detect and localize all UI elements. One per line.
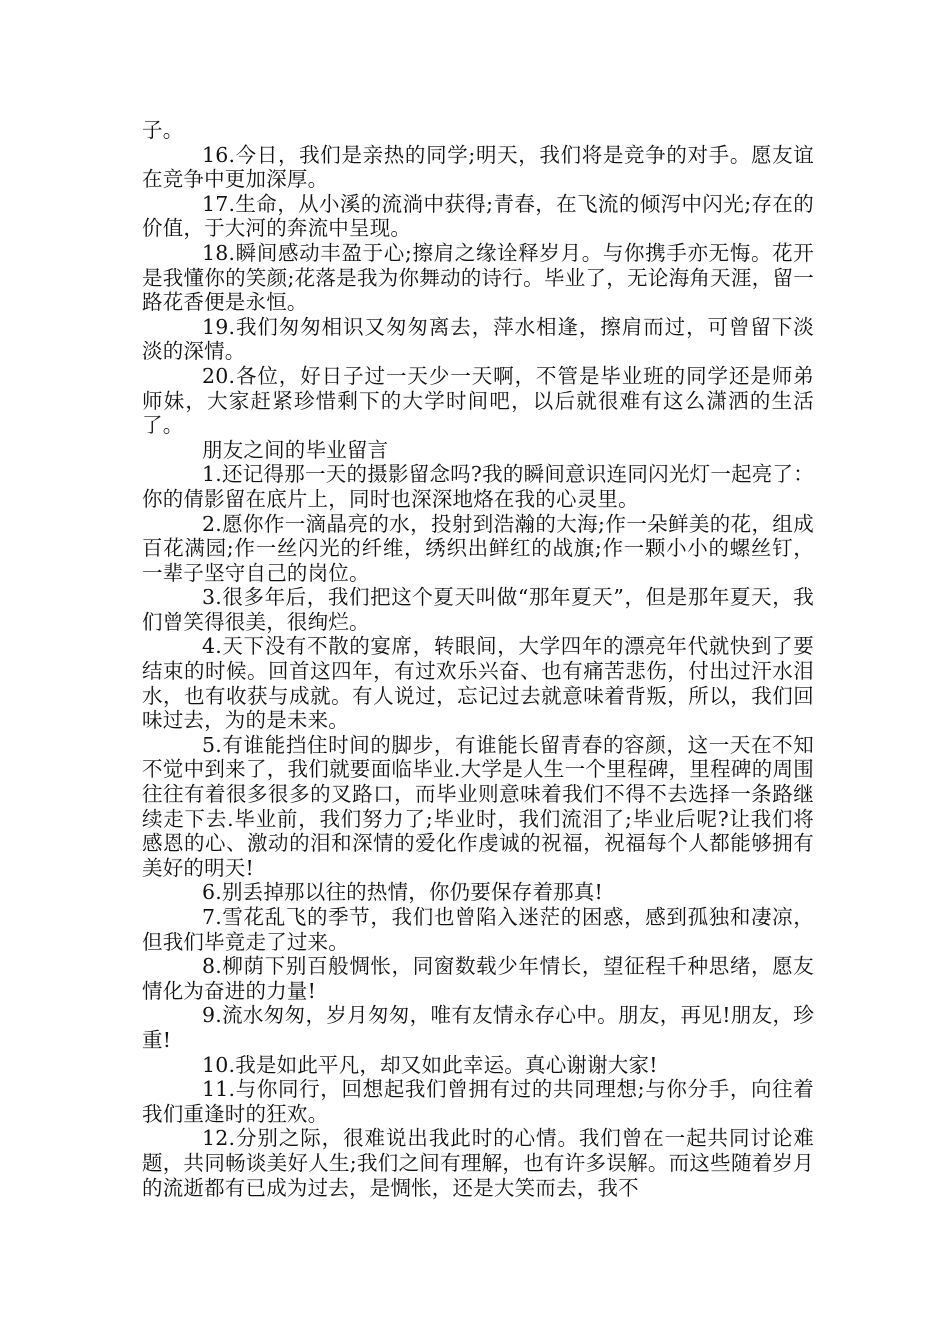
paragraph-item-9: 9.流水匆匆，岁月匆匆，唯有友情永存心中。朋友，再见!朋友，珍重! — [142, 1003, 814, 1052]
paragraph-item-2: 2.愿你作一滴晶亮的水，投射到浩瀚的大海;作一朵鲜美的花，组成百花满园;作一丝闪光的纤维，绣织出鲜红的战旗;作一颗小小的螺丝钉，一辈子坚守自己的岗位。 — [142, 511, 814, 585]
paragraph-item-19: 19.我们匆匆相识又匆匆离去，萍水相逢，擦肩而过，可曾留下淡淡的深情。 — [142, 314, 814, 364]
paragraph-item-17: 17.生命，从小溪的流淌中获得;青春，在飞流的倾泻中闪光;存在的价值，于大河的奔流中呈现。 — [142, 191, 814, 241]
paragraph-item-4: 4.天下没有不散的宴席，转眼间，大学四年的漂亮年代就快到了要结束的时候。回首这四年，有过欢乐兴奋、也有痛苦悲伤，付出过汗水泪水，也有收获与成就。有人说过，忘记过去就意味着背叛，所以，我们回味过去，为的是未来。 — [142, 634, 814, 733]
paragraph-item-3: 3.很多年后，我们把这个夏天叫做“那年夏天”，但是那年夏天，我们曾笑得很美，很绚烂。 — [142, 585, 814, 634]
paragraph-item-10: 10.我是如此平凡，却又如此幸运。真心谢谢大家! — [202, 1052, 658, 1077]
document-page — [142, 118, 814, 1200]
paragraph-item-11: 11.与你同行，回想起我们曾拥有过的共同理想;与你分手，向往着我们重逢时的狂欢。 — [142, 1077, 814, 1126]
paragraph-item-12: 12.分别之际，很难说出我此时的心情。我们曾在一起共同讨论难题，共同畅谈美好人生;我们之间有理解，也有许多误解。而这些随着岁月的流逝都有已成为过去，是惆怅，还是大笑而去，我不 — [142, 1126, 814, 1200]
paragraph-item-20: 20.各位，好日子过一天少一天啊，不管是毕业班的同学还是师弟师妹，大家赶紧珍惜剩下的大学时间吧，以后就很难有这么潇洒的生活了。 — [142, 363, 814, 438]
paragraph-item-5: 5.有谁能挡住时间的脚步，有谁能长留青春的容颜，这一天在不知不觉中到来了，我们就要面临毕业.大学是人生一个里程碑，里程碑的周围往往有着很多很多的叉路口，而毕业则意味着我们不得不去选择一条路继续走下去.毕业前，我们努力了;毕业时，我们流泪了;毕业后呢?让我们将感恩的心、激动的泪和深情的爱化作虔诚的祝福，祝福每个人都能够拥有美好的明天! — [142, 732, 814, 880]
section-heading: 朋友之间的毕业留言 — [202, 437, 389, 462]
paragraph-item-18: 18.瞬间感动丰盈于心;擦肩之缘诠释岁月。与你携手亦无悔。花开是我懂你的笑颜;花落是我为你舞动的诗行。毕业了，无论海角天涯，留一路花香便是永恒。 — [142, 240, 814, 315]
paragraph-item-7: 7.雪花乱飞的季节，我们也曾陷入迷茫的困惑，感到孤独和凄凉，但我们毕竟走了过来。 — [142, 905, 814, 954]
paragraph-item-16: 16.今日，我们是亲热的同学;明天，我们将是竞争的对手。愿友谊在竞争中更加深厚。 — [142, 142, 814, 192]
paragraph-item-8: 8.柳荫下别百般惆怅，同窗数载少年情长，望征程千种思绪，愿友情化为奋进的力量! — [142, 954, 814, 1003]
paragraph-item-6: 6.别丢掉那以往的热情，你仍要保存着那真! — [202, 880, 603, 905]
paragraph-continuation: 子。 — [142, 118, 184, 142]
paragraph-item-1: 1.还记得那一天的摄影留念吗?我的瞬间意识连同闪光灯一起亮了：你的倩影留在底片上，同时也深深地烙在我的心灵里。 — [142, 462, 814, 511]
